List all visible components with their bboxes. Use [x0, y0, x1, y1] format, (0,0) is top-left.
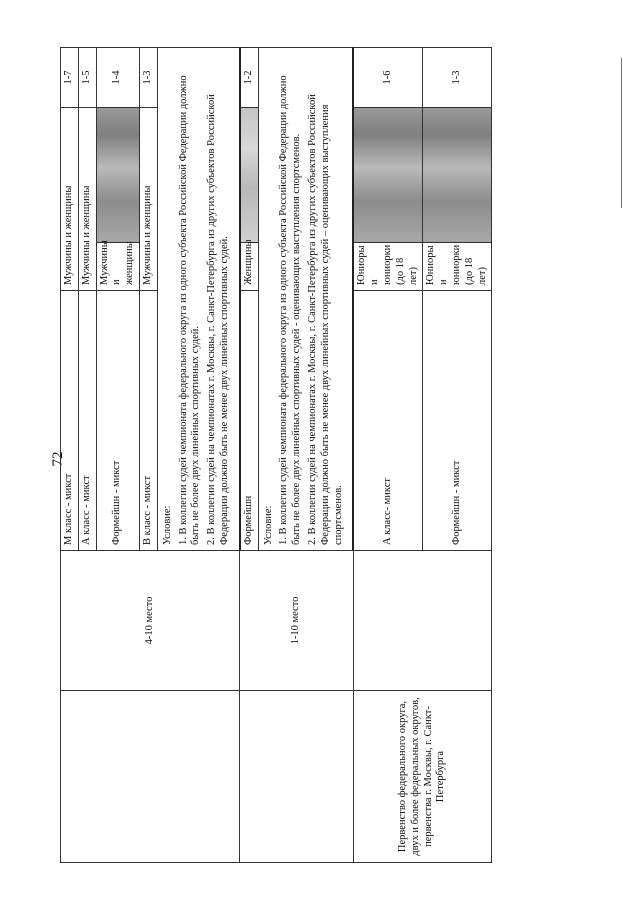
event-cell: Первенство федерального округа, двух и более федеральных округов, первенства г. Москвы, г. Санкт-Петербурга	[353, 691, 491, 863]
sex-cell: Мужчины и женщины	[139, 108, 157, 291]
event-cell	[61, 691, 240, 863]
category-cell: В класс - микст	[139, 291, 157, 551]
condition-item: 1. В коллегии судей чемпионата федерального округа из одного субъекта Российской Федерации должно быть не более двух линейных спортивных судей.	[177, 75, 202, 545]
condition-item: 1. В коллегии судей чемпионата федерального округа из одного субъекта Российской Федерации должно быть не более двух линейных спортивных судей - оценивающих выступления спортсменов.	[278, 75, 303, 545]
competition-table	[60, 47, 492, 863]
condition-title: Условие:	[262, 505, 274, 545]
table-row	[61, 48, 79, 863]
code-cell: 1-7	[61, 48, 79, 108]
code-cell: 1-3	[423, 48, 492, 108]
scan-edge-line	[621, 58, 622, 208]
event-cell	[240, 691, 354, 863]
category-cell: Формейшн - микст	[96, 291, 139, 551]
place-range-cell: 1-10 место	[240, 551, 354, 691]
category-cell: Формейшн	[240, 291, 258, 551]
rotated-table-page	[60, 48, 488, 863]
place-range-cell: 4-10 место	[61, 551, 240, 691]
code-cell: 1-4	[96, 48, 139, 108]
code-cell: 1-6	[353, 48, 422, 108]
code-cell: 1-5	[78, 48, 96, 108]
sex-cell: Мужчины и женщины	[61, 108, 79, 291]
category-cell: Формейшн - микст	[423, 291, 492, 551]
category-cell: А класс- микст	[353, 291, 422, 551]
page-number: 72	[50, 451, 66, 467]
redacted-mark	[240, 108, 258, 243]
category-cell: А класс - микст	[78, 291, 96, 551]
sex-cell: Мужчины и женщины	[78, 108, 96, 291]
redacted-mark	[423, 108, 492, 243]
table-row	[240, 48, 258, 863]
condition-item: 2. В коллегии судей на чемпионатах г. Москвы, г. Санкт-Петербурга из других субъектов Российской Федерации должно быть не менее двух линейных спортивных судей.	[206, 94, 230, 545]
sex-cell: Юниоры и юниорки (до 18 лет)	[423, 243, 492, 291]
table-row	[353, 48, 422, 863]
sex-cell: Юниоры и юниорки (до 18 лет)	[353, 243, 422, 291]
redacted-mark	[96, 108, 139, 243]
sex-cell: Мужчины и женщины	[96, 243, 139, 291]
condition-title: Условие:	[161, 505, 173, 545]
redacted-mark	[353, 108, 422, 243]
condition-block	[258, 48, 353, 551]
condition-block	[157, 48, 239, 551]
category-cell: М класс - микст	[61, 291, 79, 551]
code-cell: 1-3	[139, 48, 157, 108]
condition-item: 2. В коллегии судей на чемпионатах г. Москвы, г. Санкт-Петербурга из других субъектов Российской Федерации должно быть не менее двух линейных спортивных судей – оценивающих выступления спортсменов.	[306, 94, 344, 545]
sex-cell: Женщины	[240, 243, 258, 291]
place-range-cell	[353, 551, 491, 691]
code-cell: 1-2	[240, 48, 258, 108]
